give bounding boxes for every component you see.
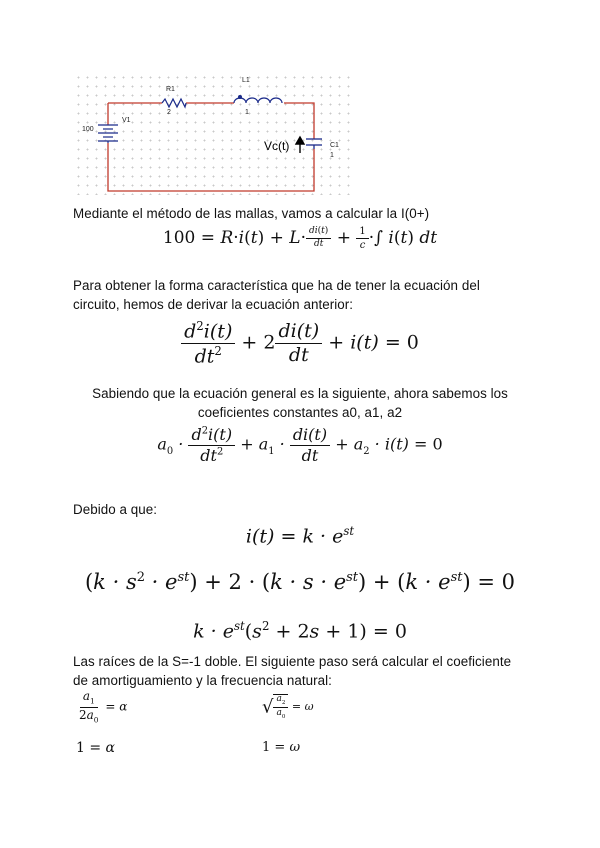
resistor-symbol — [162, 99, 186, 107]
voltage-source-symbol — [98, 125, 118, 143]
paragraph-2: Para obtener la forma característica que ha de tener la ecuación del circuito, hemos de derivar la ecuación anterior: — [73, 278, 480, 312]
equation-solution: $i(t) = k \cdot e^{st}$ — [245, 524, 355, 548]
r1-value: 2 — [167, 109, 171, 116]
equation-kvl: 100 = R·i(t) + L· $\frac{di(t)}{dt}$ + $\frac{1}{c}$ ·∫ i(t) dt — [162, 226, 438, 251]
circuit-wires — [74, 73, 350, 195]
paragraph-1: Mediante el método de las mallas, vamos a calcular la I(0+) — [73, 206, 430, 221]
equation-differential: $\frac{d^2i(t)}{dt^2}$ + 2 $\frac{di(t)}{dt}$ + i(t) = 0 — [0, 320, 600, 367]
c1-value: 1 — [330, 152, 334, 159]
circuit-diagram — [74, 73, 350, 195]
l1-label: L1 — [242, 77, 250, 84]
vc-label: Vc(t) — [264, 139, 290, 153]
equation-general: $a_0$ · $\frac{d^2i(t)}{dt^2}$ + $a_1$ · $\frac{di(t)}{dt}$ + $a_2 \cdot i(t) = 0$ — [157, 425, 443, 465]
vc-arrow-icon — [296, 137, 304, 153]
paragraph-4: Debido a que: — [73, 502, 158, 517]
paragraph-3: Sabiendo que la ecuación general es la siguiente, ahora sabemos los coeficientes constantes a0, a1, a2 — [92, 386, 508, 420]
l1-value: 1 — [245, 109, 249, 116]
equation-alpha-value: 1 = α — [76, 740, 116, 756]
equation-substitution: $(k \cdot s^2 \cdot e^{st}) + 2 \cdot (k \cdot s \cdot e^{st}) + (k \cdot e^{st}) = 0$ — [84, 570, 516, 594]
r1-label: R1 — [166, 86, 175, 93]
v1-label: V1 — [122, 117, 131, 124]
inductor-symbol — [234, 98, 282, 103]
paragraph-5: Las raíces de la S=-1 doble. El siguiente paso será calcular el coeficiente de amortiguamiento y la frecuencia natural: — [73, 654, 512, 688]
c1-label: C1 — [330, 142, 339, 149]
equation-omega-value: 1 = ω — [262, 740, 301, 755]
equation-damping: $\frac{a_1}{2a_0}$ = α — [79, 689, 128, 724]
capacitor-symbol — [306, 139, 322, 149]
equation-natural-frequency: √ $\frac{a_2}{a_0}$ = ω — [262, 694, 314, 720]
equation-factored: $k \cdot e^{st}(s^2 + 2s + 1) = 0$ — [193, 619, 407, 643]
v1-value: 100 — [82, 126, 94, 133]
